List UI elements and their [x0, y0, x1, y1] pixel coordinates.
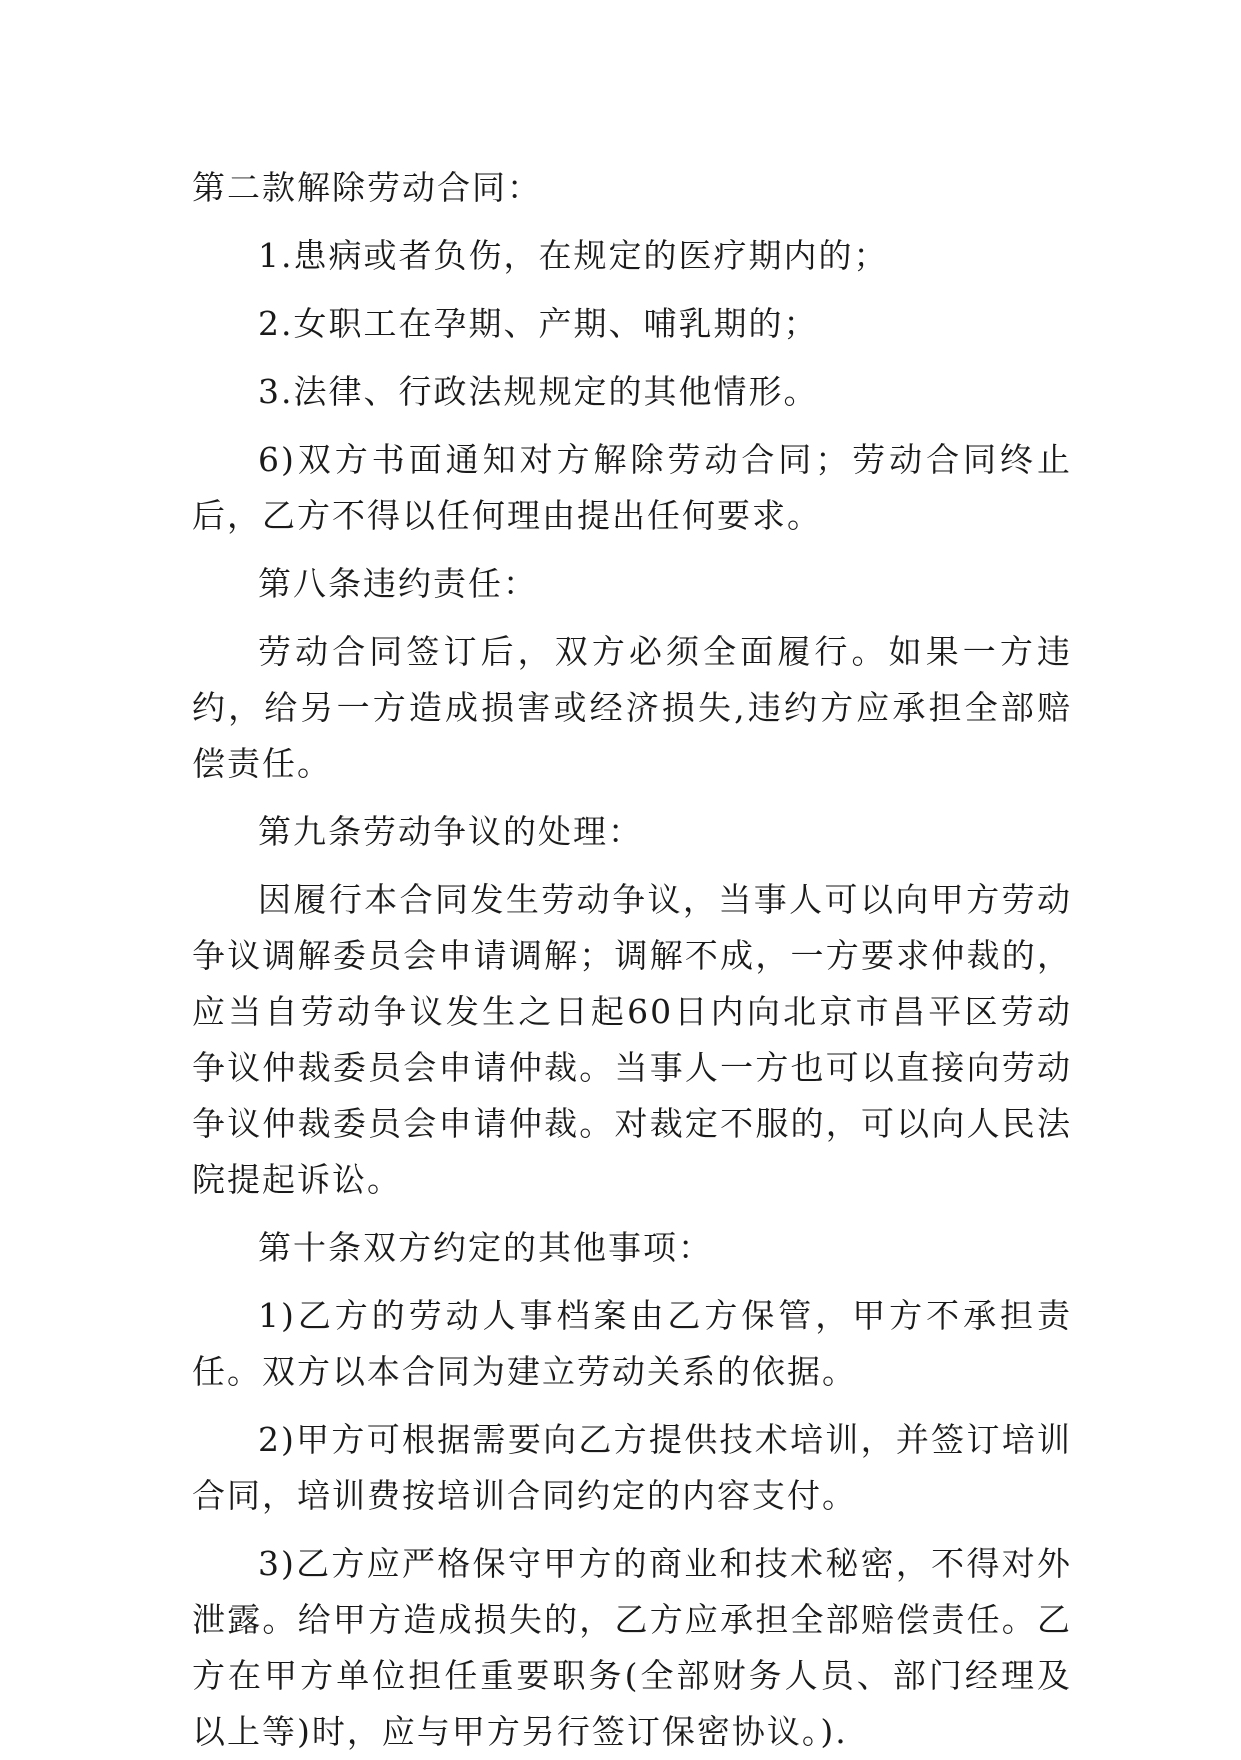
- paragraph-item-1: 1.患病或者负伤，在规定的医疗期内的；: [258, 236, 889, 275]
- paragraph-article-9-body: 因履行本合同发生劳动争议，当事人可以向甲方劳动争议调解委员会申请调解；调解不成，一方要求仲裁的，应当自劳动争议发生之日起60日内向北京市昌平区劳动争议仲裁委员会申请仲裁。当事人一方也可以直接向劳动争议仲裁委员会申请仲裁。对裁定不服的，可以向人民法院提起诉讼。: [192, 880, 1072, 1199]
- paragraph-article-8-body: 劳动合同签订后，双方必须全面履行。如果一方违约，给另一方造成损害或经济损失,违约方应承担全部赔偿责任。: [192, 632, 1072, 783]
- paragraph-clause-2-heading: 第二款解除劳动合同：: [192, 168, 542, 207]
- paragraph-article-8-heading: 第八条违约责任：: [258, 564, 538, 603]
- paragraph-article-10-item-3: 3)乙方应严格保守甲方的商业和技术秘密，不得对外泄露。给甲方造成损失的，乙方应承担全部赔偿责任。乙方在甲方单位担任重要职务(全部财务人员、部门经理及以上等)时，应与甲方另行签订保密协议。).: [192, 1544, 1072, 1751]
- paragraph-item-2: 2.女职工在孕期、产期、哺乳期的；: [258, 304, 819, 343]
- paragraph-article-10-heading: 第十条双方约定的其他事项：: [258, 1228, 713, 1267]
- document-body: [192, 160, 1072, 1760]
- paragraph-article-10-item-1: 1)乙方的劳动人事档案由乙方保管，甲方不承担责任。双方以本合同为建立劳动关系的依据。: [192, 1296, 1072, 1391]
- paragraph-item-3: 3.法律、行政法规规定的其他情形。: [258, 372, 819, 411]
- paragraph-item-6: 6)双方书面通知对方解除劳动合同；劳动合同终止后，乙方不得以任何理由提出任何要求。: [192, 440, 1072, 535]
- paragraph-article-9-heading: 第九条劳动争议的处理：: [258, 812, 643, 851]
- paragraph-article-10-item-2: 2)甲方可根据需要向乙方提供技术培训，并签订培训合同，培训费按培训合同约定的内容支付。: [192, 1420, 1072, 1515]
